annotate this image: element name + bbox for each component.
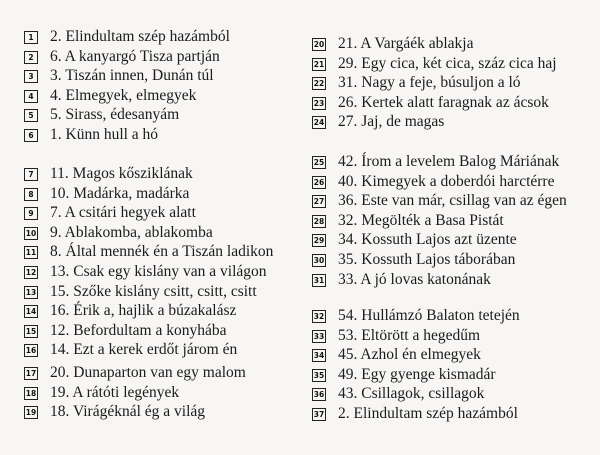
track-title: 34. Kossuth Lajos azt üzente (338, 231, 517, 249)
track-title: 12. Befordultam a konyhába (50, 321, 227, 339)
track-number-box: 18 (25, 388, 37, 398)
track-title: 16. Érik a, hajlik a búzakalász (50, 302, 237, 320)
track-title: 9. Ablakomba, ablakomba (50, 223, 213, 241)
track-title: 20. Dunaparton van egy malom (50, 364, 246, 381)
track-title: 31. Nagy a feje, búsuljon a ló (338, 74, 521, 92)
track-title: 1. Künn hull a hó (50, 125, 159, 143)
track-title: 2. Elindultam szép hazámból (338, 404, 518, 422)
track-title: 21. A Vargáék ablakja (338, 35, 474, 52)
track-number-box: 7 (24, 168, 38, 181)
track-number-box: 26 (313, 177, 325, 187)
track-number-box: 14 (25, 307, 37, 317)
track-title: 5. Sirass, édesanyám (50, 106, 180, 124)
track-number-box: 8 (24, 188, 38, 201)
track-number-box: 31 (313, 275, 325, 285)
track-number-box: 5 (24, 109, 38, 122)
track-number-box: 9 (24, 207, 38, 220)
track-number-box: 11 (25, 248, 37, 258)
track-title: 43. Csillagok, csillagok (338, 385, 485, 403)
track-title: 15. Szőke kislány csitt, csitt, csitt (50, 282, 257, 300)
track-number-box: 30 (313, 255, 325, 265)
track-title: 49. Egy gyenge kismadár (338, 365, 496, 383)
track-title: 32. Megölték a Basa Pistát (338, 211, 504, 229)
track-title: 10. Madárka, madárka (50, 184, 190, 202)
track-number-box: 15 (25, 326, 37, 336)
track-number-box: 29 (313, 236, 325, 246)
track-number-box: 23 (313, 98, 325, 108)
track-number-box: 34 (313, 351, 325, 361)
track-title: 7. A csitári hegyek alatt (50, 204, 196, 222)
track-title: 18. Virágéknál ég a világ (50, 403, 206, 421)
track-title: 27. Jaj, de magas (338, 113, 445, 131)
track-number-box: 24 (313, 118, 325, 128)
track-number-box: 22 (313, 79, 325, 89)
track-number-box: 36 (313, 390, 325, 400)
track-number-box: 12 (25, 267, 37, 277)
track-number-box: 28 (313, 216, 325, 226)
track-number-box: 2 (24, 51, 38, 64)
track-title: 29. Egy cica, két cica, száz cica haj (338, 54, 557, 72)
track-title: 14. Ezt a kerek erdőt járom én (50, 341, 238, 359)
track-title: 4. Elmegyek, elmegyek (50, 86, 197, 104)
track-title: 13. Csak egy kislány van a világon (50, 262, 267, 280)
track-title: 45. Azhol én elmegyek (338, 346, 481, 364)
track-title: 40. Kimegyek a doberdói harctérre (338, 172, 555, 190)
track-title: 35. Kossuth Lajos táborában (338, 250, 516, 268)
track-number-box: 37 (313, 409, 325, 419)
track-number-box: 33 (313, 331, 325, 341)
track-number-box: 19 (25, 408, 37, 418)
track-title: 26. Kertek alatt faragnak az ácsok (338, 93, 549, 111)
track-number-box: 10 (25, 228, 37, 238)
track-title: 3. Tiszán innen, Dunán túl (50, 67, 214, 85)
track-number-box: 6 (24, 129, 38, 142)
track-title: 2. Elindultam szép hazámból (50, 28, 230, 45)
track-number-box: 32 (313, 312, 325, 321)
track-title: 6. A kanyargó Tisza partján (50, 47, 220, 65)
track-number-box: 35 (313, 370, 325, 380)
track-number-box: 3 (24, 70, 38, 83)
track-title: 53. Eltörött a hegedűm (338, 326, 481, 344)
track-number-box: 16 (25, 346, 37, 356)
track-number-box: 20 (313, 40, 325, 49)
track-title: 42. Írom a levelem Balog Máriának (338, 153, 560, 170)
track-title: 36. Este van már, csillag van az égen (338, 192, 567, 210)
track-title: 19. A rátóti legények (50, 383, 180, 401)
track-number-box: 27 (313, 197, 325, 207)
track-number-box: 1 (24, 31, 38, 44)
track-number-box: 4 (24, 90, 38, 103)
track-number-box: 13 (25, 287, 37, 297)
track-title: 11. Magos kősziklának (50, 165, 193, 182)
track-number-box: 21 (313, 59, 325, 69)
track-title: 33. A jó lovas katonának (338, 270, 491, 288)
track-number-box: 25 (313, 158, 325, 167)
track-title: 54. Hullámzó Balaton tetején (338, 307, 520, 324)
track-title: 8. Által mennék én a Tiszán ladikon (50, 243, 274, 261)
track-number-box: 17 (25, 369, 37, 378)
